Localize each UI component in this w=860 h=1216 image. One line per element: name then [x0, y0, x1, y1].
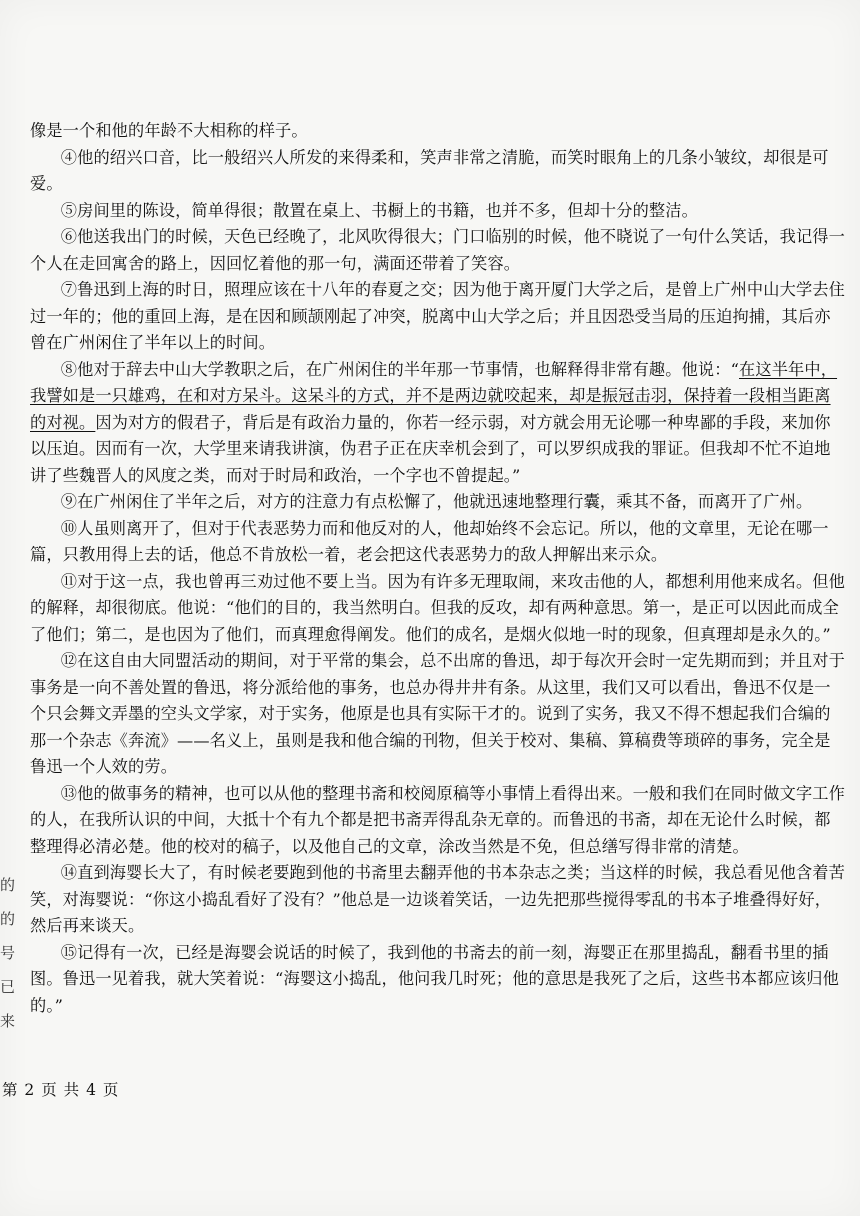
paragraph-12: ⑫在这自由大同盟活动的期间，对于平常的集会，总不出席的鲁迅，却于每次开会时一定先期而到；并且对于事务是一向不善处置的鲁迅，将分派给他的事务，也总办得井井有条。从这里，我们又可以看出，鲁迅不仅是一个只会舞文弄墨的空头文学家，对于实务，他原是也具有实际干才的。说到了实务，我又不得不想起我们合编的那一个杂志《奔流》——名义上，虽则是我和他合编的刊物，但关于校对、集稿、算稿费等琐碎的事务，完全是鲁迅一个人效的劳。: [30, 651, 845, 776]
paragraph-10: ⑩人虽则离开了，但对于代表恶势力而和他反对的人，他却始终不会忘记。所以，他的文章里，无论在哪一篇，只教用得上去的话，他总不肯放松一着，老会把这代表恶势力的敌人押解出来示众。: [30, 518, 829, 564]
left-margin-cutoff-text: [0, 868, 14, 1038]
article-body: [30, 118, 845, 1019]
paragraph-15: ⑮记得有一次，已经是海婴会说话的时候了，我到他的书斋去的前一刻，海婴正在那里捣乱，翻看书里的插图。鲁迅一见着我，就大笑着说：“海婴这小捣乱，他问我几时死；他的意思是我死了之后，这些书本都应该归他的。”: [30, 942, 839, 1015]
paragraph-8: [30, 357, 845, 490]
paragraph-5: ⑤房间里的陈设，简单得很；散置在桌上、书橱上的书籍，也并不多，但却十分的整洁。: [60, 200, 698, 220]
underlined-quote: 在这半年中，我譬如是一只雄鸡，在和对方呆斗。这呆斗的方式，并不是两边就咬起来，却是振冠击羽，保持着一段相当距离的对视。: [30, 359, 838, 432]
margin-mark: 的: [0, 876, 16, 894]
margin-mark: 的: [0, 910, 16, 928]
paragraph-13: ⑬他的做事务的精神，也可以从他的整理书斋和校阅原稿等小事情上看得出来。一般和我们在同时做文字工作的人，在我所认识的中间，大抵十个有九个都是把书斋弄得乱杂无章的。而鲁迅的书斋，却在无论什么时候，都整理得必清必楚。他的校对的稿子，以及他自己的文章，涂改当然是不免，但总缮写得非常的清楚。: [30, 783, 845, 856]
paragraph-continuation: 像是一个和他的年龄不大相称的样子。: [30, 121, 308, 140]
margin-mark: 已: [0, 978, 16, 996]
paragraph-6: ⑥他送我出门的时候，天色已经晚了，北风吹得很大；门口临别的时候，他不晓说了一句什么笑话，我记得一个人在走回寓舍的路上，因回忆着他的那一句，满面还带着了笑容。: [30, 227, 845, 273]
margin-mark: 号: [0, 944, 16, 962]
paragraph-8-rest: 因为对方的假君子，背后是有政治力量的，你若一经示弱，对方就会用无论哪一种卑鄙的手段，来加你以压迫。因而有一次，大学里来请我讲演，伪君子正在庆幸机会到了，可以罗织成我的罪证。但我却不忙不迫地讲了些魏晋人的风度之类，而对于时局和政治，一个字也不曾提起。”: [30, 412, 831, 485]
page-number-footer: 第 2 页 共 4 页: [2, 1081, 120, 1099]
paragraph-11: ⑪对于这一点，我也曾再三劝过他不要上当。因为有许多无理取闹，来攻击他的人，都想利用他来成名。但他的解释，却很彻底。他说：“他们的目的，我当然明白。但我的反攻，却有两种意思。第一，是正可以因此而成全了他们；第二，是也因为了他们，而真理愈得阐发。他们的成名，是烟火似地一时的现象，但真理却是永久的。”: [30, 571, 845, 644]
paragraph-7: ⑦鲁迅到上海的时日，照理应该在十八年的春夏之交；因为他于离开厦门大学之后，是曾上广州中山大学去住过一年的；他的重回上海，是在因和顾颉刚起了冲突，脱离中山大学之后；并且因恐受当局的压迫拘捕，其后亦曾在广州闲住了半年以上的时间。: [30, 280, 845, 352]
paragraph-4: ④他的绍兴口音，比一般绍兴人所发的来得柔和，笑声非常之清脆，而笑时眼角上的几条小皱纹，却很是可爱。: [30, 147, 829, 193]
paragraph-14: ⑭直到海婴长大了，有时候老要跑到他的书斋里去翻弄他的书本杂志之类；当这样的时候，我总看见他含着苦笑，对海婴说：“你这小捣乱看好了没有？”他总是一边谈着笑话，一边先把那些搅得零乱的书本子堆叠得好好，然后再来谈天。: [30, 863, 845, 935]
paragraph-9: ⑨在广州闲住了半年之后，对方的注意力有点松懈了，他就迅速地整理行囊，乘其不备，而离开了广州。: [60, 492, 813, 511]
paragraph-8-lead: ⑧他对于辞去中山大学教职之后，在广州闲住的半年那一节事情，也解释得非常有趣。他说：“: [60, 359, 740, 379]
margin-mark: 来: [0, 1012, 16, 1030]
